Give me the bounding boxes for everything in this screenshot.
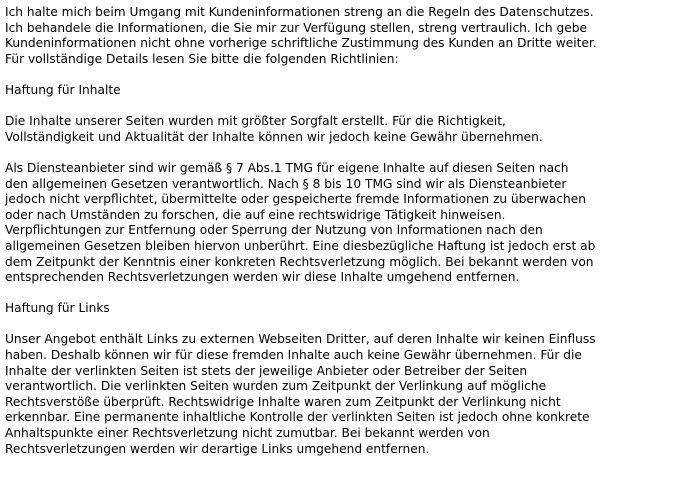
spacer [5,67,673,83]
spacer [5,317,673,333]
paragraph-line: den allgemeinen Gesetzen verantwortlich. Nach § 8 bis 10 TMG sind wir als Diensteanbieter [5,176,567,191]
privacy-document [5,5,673,457]
paragraph-line: erkennbar. Eine permanente inhaltliche Kontrolle der verlinkten Seiten ist jedoch ohne konkrete [5,410,590,425]
paragraph-line: Anhaltspunkte einer Rechtsverletzung nicht zumutbar. Bei bekannt werden von [5,426,490,441]
section-heading-link-liability: Haftung für Links [5,301,110,316]
content-liability-paragraph-1 [5,114,673,145]
paragraph-line: Rechtsverstöße überprüft. Rechtswidrige Inhalte waren zum Zeitpunkt der Verlinkung nicht [5,394,561,409]
paragraph-line: Die Inhalte unserer Seiten wurden mit größter Sorgfalt erstellt. Für die Richtigkeit, [5,114,506,129]
link-liability-paragraph [5,332,673,457]
intro-line: Für vollständige Details lesen Sie bitte die folgenden Richtlinien: [5,51,399,66]
paragraph-line: oder nach Umständen zu forschen, die auf eine rechtswidrige Tätigkeit hinweisen. [5,207,506,222]
intro-line: Ich behandele die Informationen, die Sie mir zur Verfügung stellen, streng vertraulich. Ich gebe [5,20,587,35]
paragraph-line: Unser Angebot enthält Links zu externen Webseiten Dritter, auf deren Inhalte wir keinen Einfluss [5,332,596,347]
spacer [5,99,673,115]
intro-line: Ich halte mich beim Umgang mit Kundeninformationen streng an die Regeln des Datenschutzes. [5,5,594,19]
paragraph-line: Verpflichtungen zur Entfernung oder Sperrung der Nutzung von Informationen nach den [5,223,543,238]
section-heading-content-liability: Haftung für Inhalte [5,82,121,97]
paragraph-line: Vollständigkeit und Aktualität der Inhalte können wir jedoch keine Gewähr übernehmen. [5,129,543,144]
paragraph-line: allgemeinen Gesetzen bleiben hiervon unberührt. Eine diesbezügliche Haftung ist jedoch erst ab [5,238,596,253]
spacer [5,145,673,161]
intro-paragraph [5,5,673,67]
content-liability-paragraph-2 [5,161,673,286]
paragraph-line: Als Diensteanbieter sind wir gemäß § 7 Abs.1 TMG für eigene Inhalte auf diesen Seiten nach [5,160,569,175]
paragraph-line: dem Zeitpunkt der Kenntnis einer konkreten Rechtsverletzung möglich. Bei bekannt werden von [5,254,594,269]
paragraph-line: haben. Deshalb können wir für diese fremden Inhalte auch keine Gewähr übernehmen. Für die [5,348,582,363]
intro-line: Kundeninformationen nicht ohne vorherige schriftliche Zustimmung des Kunden an Dritte weiter. [5,36,597,51]
paragraph-line: Inhalte der verlinkten Seiten ist stets der jeweilige Anbieter oder Betreiber der Seiten [5,363,528,378]
paragraph-line: verantwortlich. Die verlinkten Seiten wurden zum Zeitpunkt der Verlinkung auf mögliche [5,379,547,394]
paragraph-line: Rechtsverletzungen werden wir derartige Links umgehend entfernen. [5,441,430,456]
paragraph-line: jedoch nicht verpflichtet, übermittelte oder gespeicherte fremde Informationen zu überwachen [5,192,586,207]
spacer [5,286,673,302]
paragraph-line: entsprechenden Rechtsverletzungen werden wir diese Inhalte umgehend entfernen. [5,270,520,285]
